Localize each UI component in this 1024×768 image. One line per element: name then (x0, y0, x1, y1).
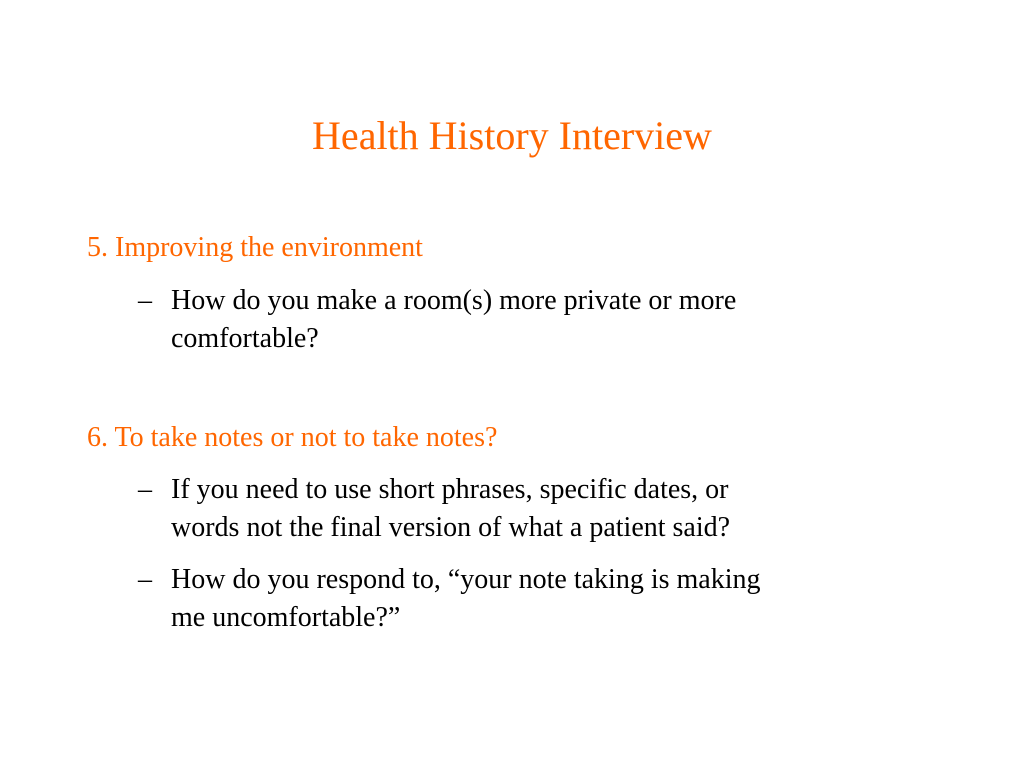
bullet-text (171, 471, 918, 547)
bullet-line: me uncomfortable?” (171, 602, 401, 633)
bullet-line: comfortable? (171, 323, 319, 354)
dash-marker: – (138, 474, 152, 505)
bullet-item (138, 282, 918, 358)
bullet-text (171, 561, 918, 637)
bullet-line: If you need to use short phrases, specific dates, or (171, 474, 729, 505)
bullet-line: How do you make a room(s) more private or more (171, 285, 737, 316)
dash-marker: – (138, 564, 152, 595)
section-heading-5: 5. Improving the environment (87, 232, 423, 263)
bullet-line: words not the final version of what a patient said? (171, 512, 731, 543)
bullet-item (138, 471, 918, 547)
bullet-text (171, 282, 918, 358)
dash-marker: – (138, 285, 152, 316)
slide-title: Health History Interview (312, 113, 712, 158)
bullet-line: How do you respond to, “your note taking is making (171, 564, 761, 595)
bullet-item (138, 561, 918, 637)
section-heading-6: 6. To take notes or not to take notes? (87, 422, 498, 453)
